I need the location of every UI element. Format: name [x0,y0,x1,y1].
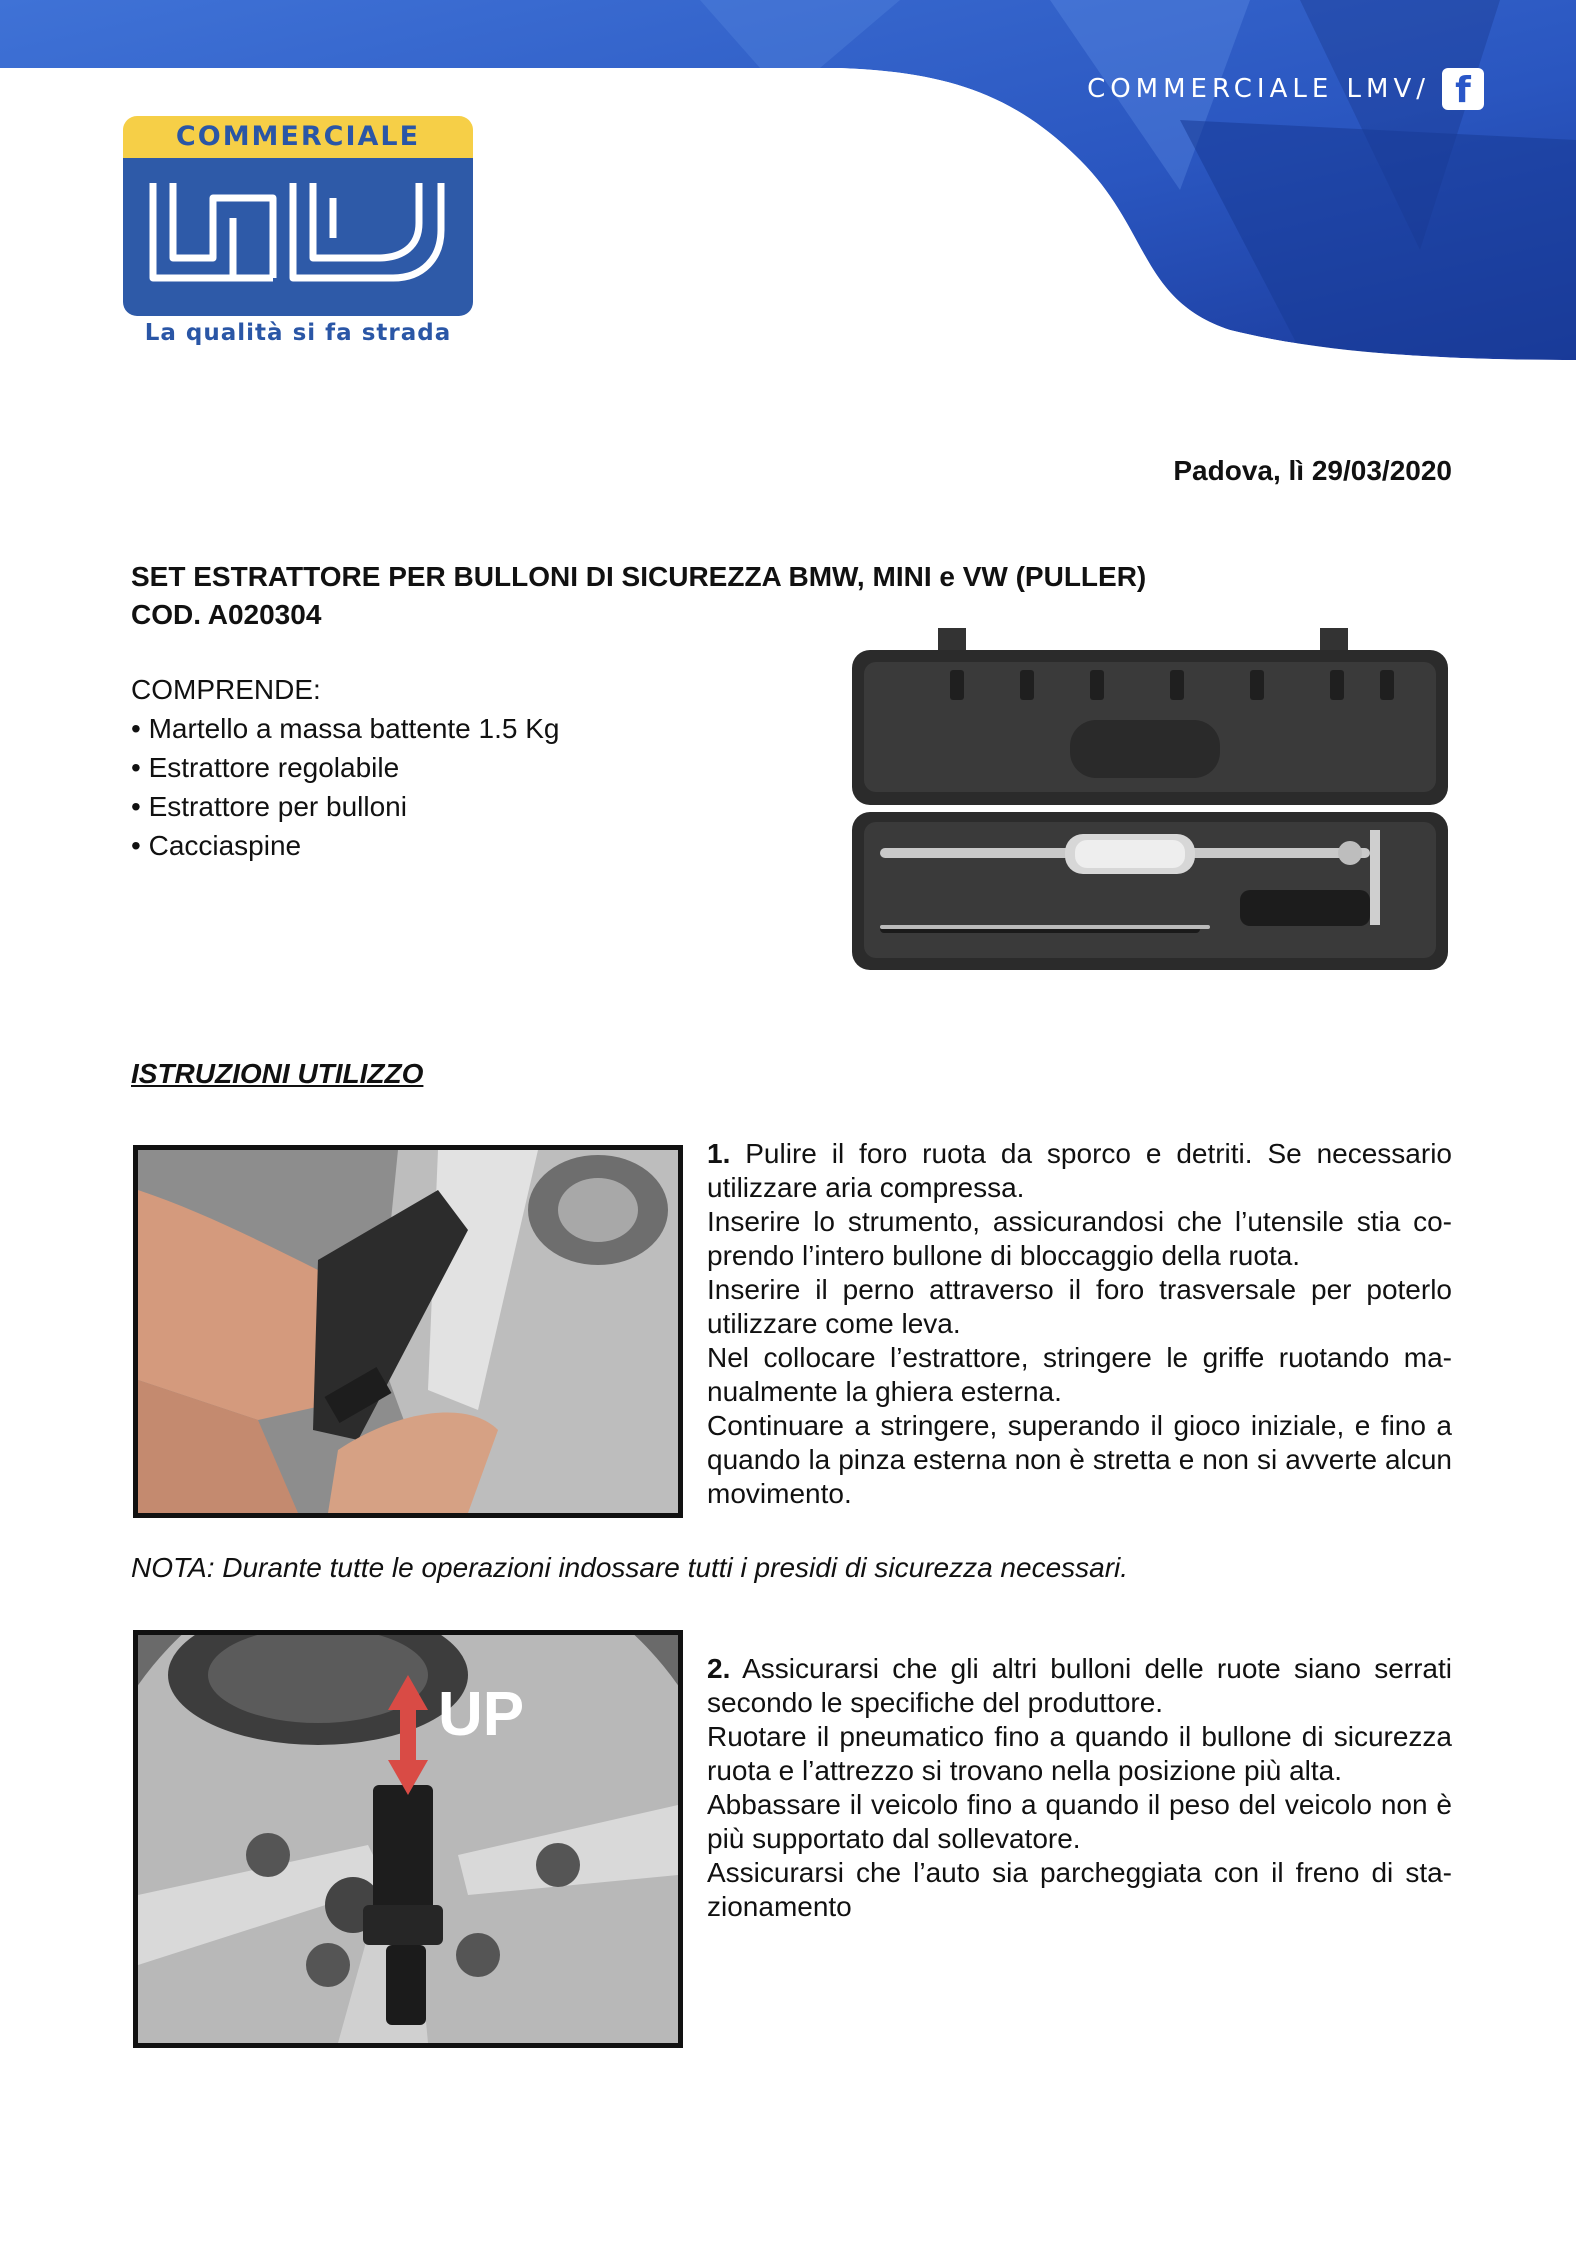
product-code: COD. A020304 [131,599,322,630]
product-title-line1: SET ESTRATTORE PER BULLONI DI SICUREZZA BMW, MINI e VW (PULLER) [131,561,1147,592]
hands-tool-illustration [138,1150,678,1513]
safety-note: NOTA: Durante tutte le operazioni indossare tutti i presidi di sicurezza necessari. [131,1552,1129,1583]
logo-tagline: La qualità si fa strada [144,320,452,346]
step2-paragraph: Assicurarsi che l’auto sia parcheggiata con il freno di sta-zionamento [707,1857,1452,1922]
step1-paragraph: Continuare a stringere, superando il gioco iniziale, e fino a quando la pinza esterna non è stretta e non si avverte alcun movimento. [707,1410,1452,1509]
tool-case-image [850,620,1450,970]
step2-paragraph: Abbassare il veicolo fino a quando il peso del veicolo non è più supportato dal sollevatore. [707,1789,1452,1854]
step1-photo [133,1145,683,1518]
facebook-icon[interactable]: f [1442,68,1484,110]
step1-paragraph: Nel collocare l’estrattore, stringere le griffe ruotando ma-nualmente la ghiera esterna. [707,1342,1452,1407]
step2-paragraph: Ruotare il pneumatico fino a quando il bullone di sicurezza ruota e l’attrezzo si trovano nella posizione più alta. [707,1721,1452,1786]
contents-heading: COMPRENDE: [131,674,321,705]
logo-lmv-mark [123,158,473,316]
step2-number: 2. [707,1653,731,1684]
wheel-tool-illustration [138,1635,678,2043]
header-brand-text: COMMERCIALE LMV/ [1087,74,1430,104]
document-date: Padova, lì 29/03/2020 [1173,455,1452,486]
header-brand [1087,68,1484,110]
step2-text [707,1652,1452,1924]
list-item: • Estrattore regolabile [131,748,560,787]
step1-paragraph: Inserire il perno attraverso il foro trasversale per poterlo utilizzare come leva. [707,1274,1452,1339]
step1-text [707,1137,1452,1511]
step1-paragraph: Pulire il foro ruota da sporco e detriti. Se necessario utilizzare aria compressa. [707,1138,1452,1203]
step1-number: 1. [707,1138,731,1169]
step2-paragraph: Assicurarsi che gli altri bulloni delle ruote siano serrati secondo le specifiche del produttore. [707,1653,1452,1718]
list-item: • Estrattore per bulloni [131,787,560,826]
list-item: • Cacciaspine [131,826,560,865]
instructions-heading: ISTRUZIONI UTILIZZO [131,1058,424,1089]
company-logo [123,116,475,356]
list-item: • Martello a massa battente 1.5 Kg [131,709,560,748]
logo-top-text: COMMERCIALE [123,116,473,158]
step1-paragraph: Inserire lo strumento, assicurandosi che l’utensile stia co-prendo l’intero bullone di bloccaggio della ruota. [707,1206,1452,1271]
step2-photo [133,1630,683,2048]
contents-list [131,670,560,865]
lmv-mark-graphic [123,158,473,316]
up-label: UP [438,1680,525,1749]
